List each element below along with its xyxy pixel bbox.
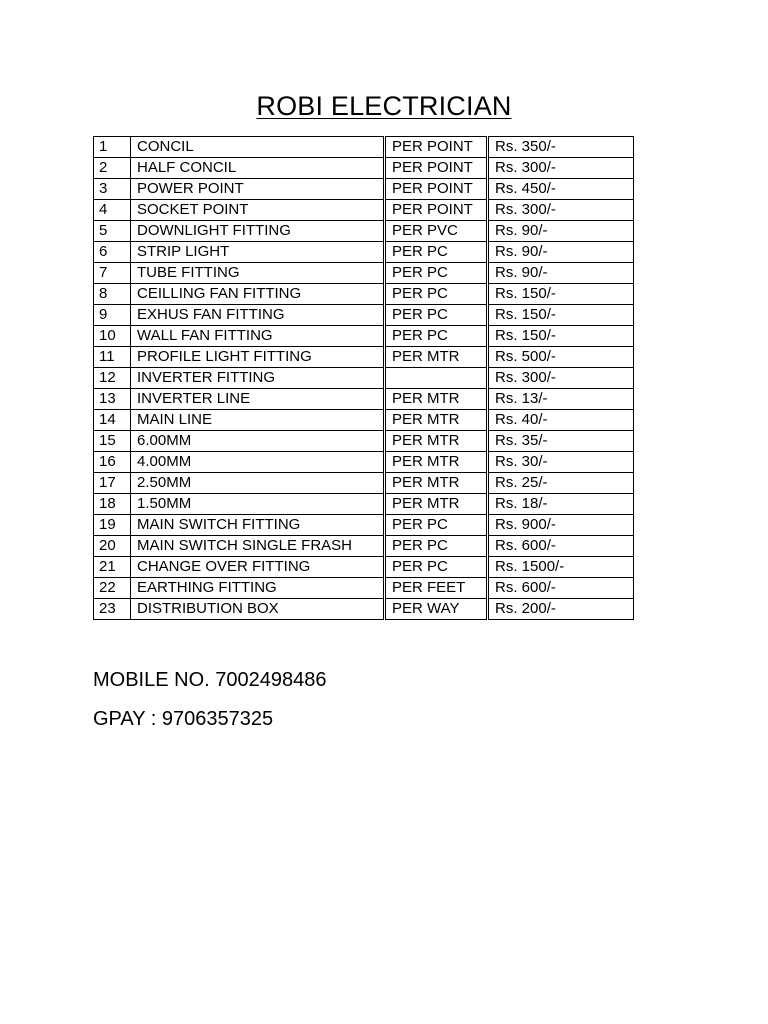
table-row — [94, 515, 634, 536]
table-row — [94, 305, 634, 326]
item-number: 16 — [94, 452, 131, 473]
table-row — [94, 284, 634, 305]
item-number: 13 — [94, 389, 131, 410]
item-unit: PER POINT — [385, 179, 488, 200]
gpay-number: GPAY : 9706357325 — [93, 708, 274, 730]
item-description: 2.50MM — [131, 473, 385, 494]
item-rate: Rs. 450/- — [488, 179, 634, 200]
mobile-number: MOBILE NO. 7002498486 — [93, 669, 327, 691]
table-row — [94, 368, 634, 389]
item-number: 8 — [94, 284, 131, 305]
item-unit: PER PC — [385, 515, 488, 536]
item-description: DISTRIBUTION BOX — [131, 599, 385, 620]
item-number: 15 — [94, 431, 131, 452]
item-rate: Rs. 350/- — [488, 137, 634, 158]
item-description: INVERTER FITTING — [131, 368, 385, 389]
item-description: INVERTER LINE — [131, 389, 385, 410]
item-unit: PER PC — [385, 242, 488, 263]
table-row — [94, 557, 634, 578]
item-unit: PER MTR — [385, 473, 488, 494]
item-description: PROFILE LIGHT FITTING — [131, 347, 385, 368]
item-number: 5 — [94, 221, 131, 242]
table-row — [94, 494, 634, 515]
item-number: 3 — [94, 179, 131, 200]
item-unit: PER FEET — [385, 578, 488, 599]
table-row — [94, 242, 634, 263]
item-description: TUBE FITTING — [131, 263, 385, 284]
table-row — [94, 137, 634, 158]
item-description: EARTHING FITTING — [131, 578, 385, 599]
table-row — [94, 536, 634, 557]
item-unit: PER POINT — [385, 200, 488, 221]
item-rate: Rs. 500/- — [488, 347, 634, 368]
table-row — [94, 200, 634, 221]
item-description: 4.00MM — [131, 452, 385, 473]
item-rate: Rs. 150/- — [488, 326, 634, 347]
page-title: ROBI ELECTRICIAN — [256, 91, 512, 121]
item-number: 14 — [94, 410, 131, 431]
table-row — [94, 263, 634, 284]
table-row — [94, 578, 634, 599]
item-number: 12 — [94, 368, 131, 389]
item-unit: PER MTR — [385, 389, 488, 410]
table-row — [94, 221, 634, 242]
item-rate: Rs. 18/- — [488, 494, 634, 515]
item-number: 6 — [94, 242, 131, 263]
item-rate: Rs. 300/- — [488, 158, 634, 179]
item-rate: Rs. 150/- — [488, 284, 634, 305]
item-rate: Rs. 1500/- — [488, 557, 634, 578]
item-rate: Rs. 900/- — [488, 515, 634, 536]
item-unit: PER PC — [385, 305, 488, 326]
item-description: EXHUS FAN FITTING — [131, 305, 385, 326]
item-number: 21 — [94, 557, 131, 578]
item-unit: PER PC — [385, 263, 488, 284]
item-description: CHANGE OVER FITTING — [131, 557, 385, 578]
table-row — [94, 179, 634, 200]
item-unit: PER MTR — [385, 452, 488, 473]
table-row — [94, 347, 634, 368]
item-unit: PER PC — [385, 536, 488, 557]
table-row — [94, 431, 634, 452]
item-unit: PER POINT — [385, 137, 488, 158]
item-unit: PER POINT — [385, 158, 488, 179]
item-unit: PER PC — [385, 284, 488, 305]
item-description: MAIN SWITCH SINGLE FRASH — [131, 536, 385, 557]
item-unit: PER PC — [385, 326, 488, 347]
item-rate: Rs. 90/- — [488, 263, 634, 284]
item-unit: PER MTR — [385, 431, 488, 452]
item-number: 19 — [94, 515, 131, 536]
table-row — [94, 158, 634, 179]
item-unit: PER PVC — [385, 221, 488, 242]
item-description: 6.00MM — [131, 431, 385, 452]
item-unit: PER WAY — [385, 599, 488, 620]
item-unit — [385, 368, 488, 389]
item-rate: Rs. 200/- — [488, 599, 634, 620]
item-description: MAIN LINE — [131, 410, 385, 431]
item-unit: PER PC — [385, 557, 488, 578]
item-description: CEILLING FAN FITTING — [131, 284, 385, 305]
item-description: CONCIL — [131, 137, 385, 158]
table-row — [94, 452, 634, 473]
item-number: 2 — [94, 158, 131, 179]
item-description: 1.50MM — [131, 494, 385, 515]
item-rate: Rs. 600/- — [488, 536, 634, 557]
item-description: HALF CONCIL — [131, 158, 385, 179]
table-row — [94, 473, 634, 494]
item-number: 4 — [94, 200, 131, 221]
item-rate: Rs. 90/- — [488, 221, 634, 242]
item-number: 9 — [94, 305, 131, 326]
table-row — [94, 389, 634, 410]
table-row — [94, 599, 634, 620]
item-unit: PER MTR — [385, 347, 488, 368]
item-rate: Rs. 90/- — [488, 242, 634, 263]
item-description: WALL FAN FITTING — [131, 326, 385, 347]
item-rate: Rs. 600/- — [488, 578, 634, 599]
item-rate: Rs. 300/- — [488, 200, 634, 221]
item-rate: Rs. 40/- — [488, 410, 634, 431]
item-unit: PER MTR — [385, 494, 488, 515]
rate-table-body — [94, 137, 634, 620]
item-number: 1 — [94, 137, 131, 158]
rate-table — [93, 136, 634, 620]
item-description: POWER POINT — [131, 179, 385, 200]
item-rate: Rs. 35/- — [488, 431, 634, 452]
table-row — [94, 410, 634, 431]
item-description: MAIN SWITCH FITTING — [131, 515, 385, 536]
item-number: 22 — [94, 578, 131, 599]
item-rate: Rs. 25/- — [488, 473, 634, 494]
item-description: SOCKET POINT — [131, 200, 385, 221]
item-rate: Rs. 30/- — [488, 452, 634, 473]
item-description: STRIP LIGHT — [131, 242, 385, 263]
item-unit: PER MTR — [385, 410, 488, 431]
item-number: 18 — [94, 494, 131, 515]
item-number: 17 — [94, 473, 131, 494]
item-description: DOWNLIGHT FITTING — [131, 221, 385, 242]
item-number: 7 — [94, 263, 131, 284]
item-rate: Rs. 13/- — [488, 389, 634, 410]
item-number: 10 — [94, 326, 131, 347]
item-number: 23 — [94, 599, 131, 620]
item-rate: Rs. 150/- — [488, 305, 634, 326]
item-rate: Rs. 300/- — [488, 368, 634, 389]
table-row — [94, 326, 634, 347]
item-number: 11 — [94, 347, 131, 368]
item-number: 20 — [94, 536, 131, 557]
